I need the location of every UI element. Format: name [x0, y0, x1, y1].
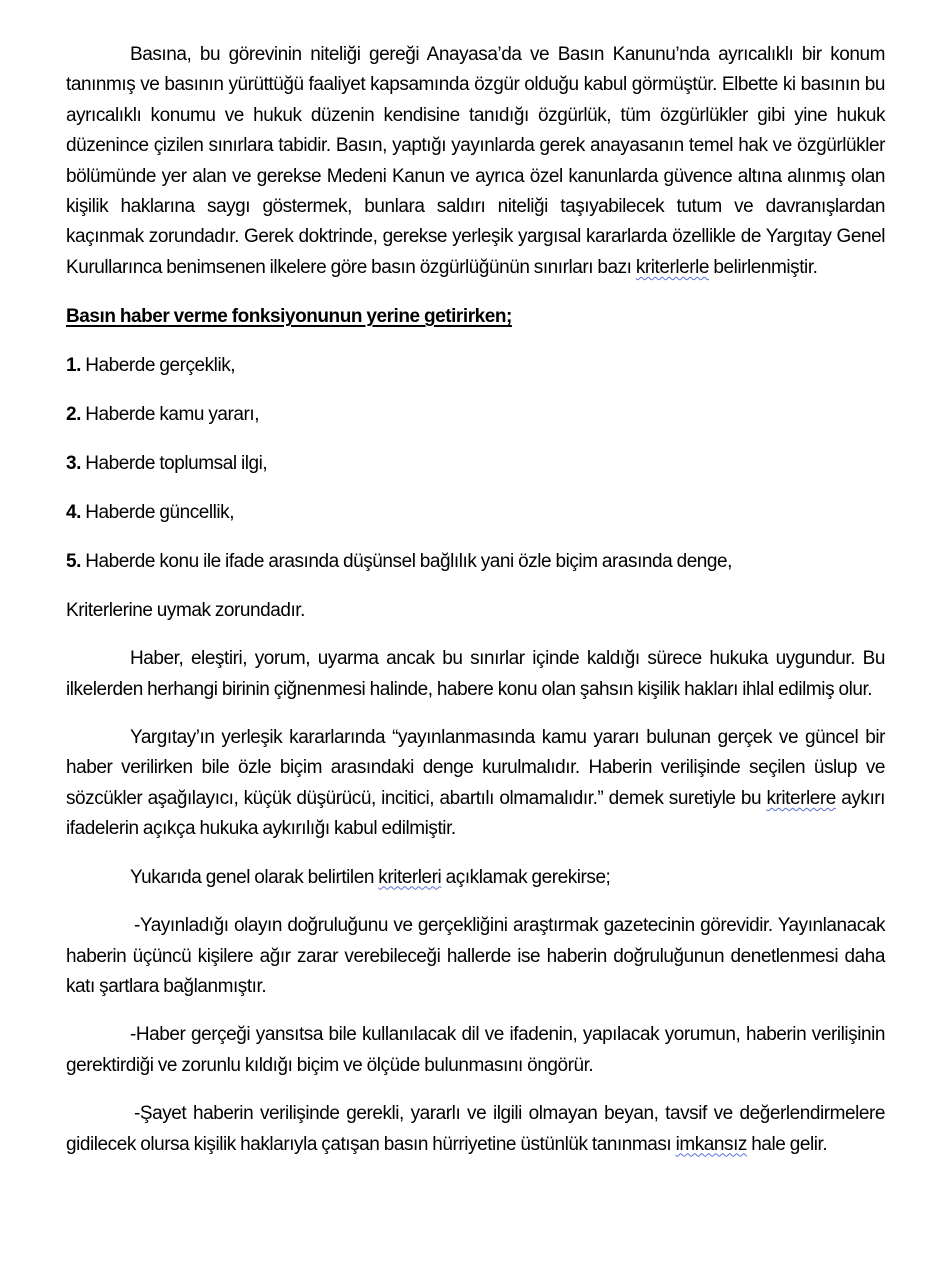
explanation-3: -Şayet haberin verilişinde gerekli, yararlı ve ilgili olmayan beyan, tavsif ve değerlendirmelere gidilecek olursa kişilik haklarıyla çatışan basın hürriyetine üstünlük tanınması imkansız hale gelir.	[66, 1103, 885, 1155]
criteria-item-5: 5. Haberde konu ile ifade arasında düşünsel bağlılık yani özle biçim arasında denge,	[66, 551, 732, 573]
criteria-item-3: 3. Haberde toplumsal ilgi,	[66, 453, 268, 475]
list-number: 1.	[66, 355, 81, 377]
criteria-conclusion: Kriterlerine uymak zorundadır.	[66, 600, 305, 622]
explanation-1: -Yayınladığı olayın doğruluğunu ve gerçekliğini araştırmak gazetecinin görevidir. Yayınlanacak haberin üçüncü kişilere ağır zarar verebileceği hallerde ise haberin doğruluğunun denetlenmesi daha katı şartlara bağlanmıştır.	[66, 915, 885, 997]
limits-paragraph: Haber, eleştiri, yorum, uyarma ancak bu sınırlar içinde kaldığı sürece hukuka uygundur. Bu ilkelerden herhangi birinin çiğnenmesi halinde, habere konu olan şahsın kişilik hakları ihlal edilmiş olur.	[66, 648, 885, 700]
criteria-item-4: 4. Haberde güncellik,	[66, 502, 235, 524]
spellcheck-flagged-word[interactable]: kriterleri	[378, 866, 442, 888]
list-number: 3.	[66, 453, 81, 475]
explain-intro: Yukarıda genel olarak belirtilen kriterleri açıklamak gerekirse;	[130, 866, 611, 888]
criteria-item-1: 1. Haberde gerçeklik,	[66, 355, 236, 377]
document-page	[66, 40, 885, 1160]
spellcheck-flagged-word[interactable]: imkansız	[675, 1133, 747, 1155]
list-number: 4.	[66, 502, 81, 524]
explanation-2: -Haber gerçeği yansıtsa bile kullanılacak dil ve ifadenin, yapılacak yorumun, haberin verilişinin gerektirdiği ve zorunlu kıldığı biçim ve ölçüde bulunmasını öngörür.	[66, 1024, 885, 1076]
list-number: 2.	[66, 404, 81, 426]
criteria-item-2: 2. Haberde kamu yararı,	[66, 404, 260, 426]
spellcheck-flagged-word[interactable]: kriterlerle	[635, 256, 710, 278]
section-heading: Basın haber verme fonksiyonunun yerine getirirken;	[66, 306, 512, 328]
list-number: 5.	[66, 551, 81, 573]
intro-paragraph: Basına, bu görevinin niteliği gereği Anayasa’da ve Basın Kanunu’nda ayrıcalıklı bir konum tanınmış ve basının yürüttüğü faaliyet kapsamında özgür olduğu kabul görmüştür. Elbette ki basının bu ayrıcalıklı konumu ve hukuk düzenin kendisine tanıdığı özgürlük, tüm özgürlükler gibi yine hukuk düzenince çizilen sınırlara tabidir. Basın, yaptığı yayınlarda gerek anayasanın temel hak ve özgürlükler bölümünde yer alan ve gerekse Medeni Kanun ve ayrıca özel kanunlarda güvence altına alınmış olan kişilik haklarına saygı göstermek, bunlara saldırı niteliği taşıyabilecek tutum ve davranışlardan kaçınmak zorundadır. Gerek doktrinde, gerekse yerleşik yargısal kararlarda özellikle de Yargıtay Genel Kurullarınca benimsenen ilkelere göre basın özgürlüğünün sınırları bazı kriterlerle belirlenmiştir.	[66, 44, 885, 278]
spellcheck-flagged-word[interactable]: kriterlere	[766, 787, 836, 809]
yargitay-paragraph: Yargıtay’ın yerleşik kararlarında “yayınlanmasında kamu yararı bulunan gerçek ve güncel bir haber verilirken bile özle biçim arasındaki denge kurulmalıdır. Haberin verilişinde seçilen üslup ve sözcükler aşağılayıcı, küçük düşürücü, incitici, abartılı olmamalıdır.” demek suretiyle bu kriterlere aykırı ifadelerin açıkça hukuka aykırılığı kabul edilmiştir.	[66, 727, 885, 840]
